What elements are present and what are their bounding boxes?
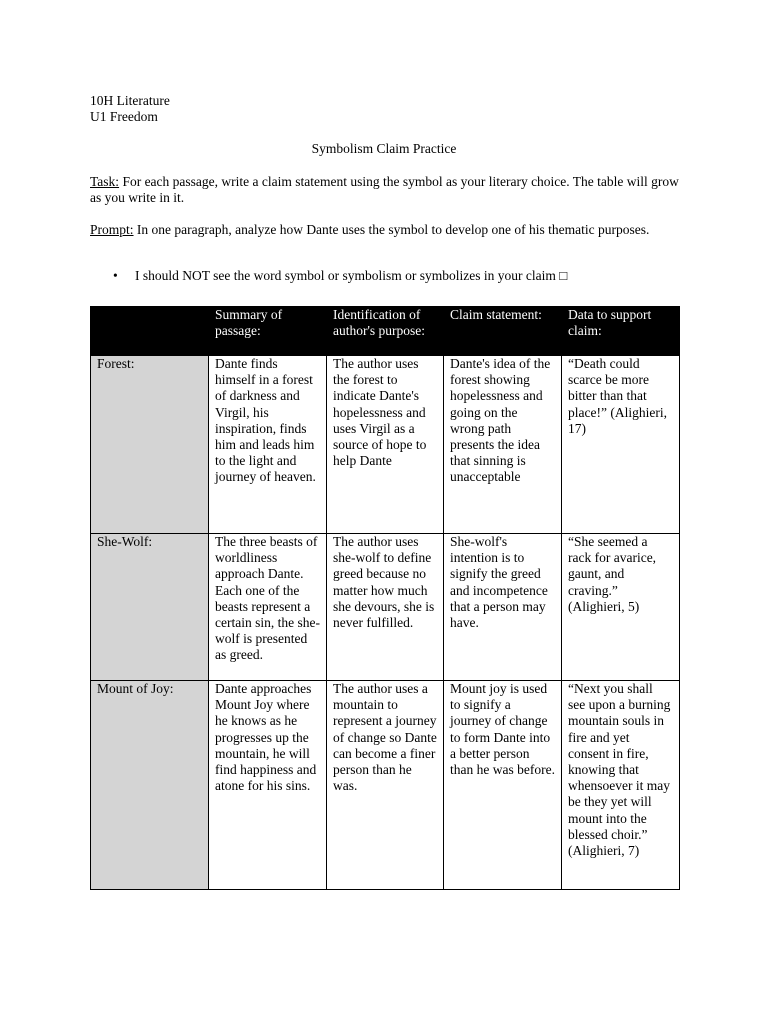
course-name: 10H Literature [90,93,170,108]
column-header-data: Data to support claim: [562,307,680,356]
data-cell[interactable]: “Next you shall see upon a burning mountain souls in fire and yet consent in fire, knowing that whensoever it may be they yet will mount into the blessed choir.” (Alighieri, 7) [562,681,680,890]
prompt-label: Prompt: [90,222,134,237]
column-header-claim: Claim statement: [444,307,562,356]
purpose-cell[interactable]: The author uses a mountain to represent a journey of change so Dante can become a finer person than he was. [327,681,444,890]
table-row [91,356,680,534]
symbol-cell: Forest: [91,356,209,534]
task-text: For each passage, write a claim statement using the symbol as your literary choice. The table will grow as you write in it. [90,174,679,205]
claim-cell[interactable]: Mount joy is used to signify a journey of change to form Dante into a better person than he was before. [444,681,562,890]
claim-cell[interactable]: Dante's idea of the forest showing hopelessness and going on the wrong path presents the idea that sinning is unacceptable [444,356,562,534]
prompt-text: In one paragraph, analyze how Dante uses the symbol to develop one of his thematic purposes. [133,222,650,237]
symbol-cell: Mount of Joy: [91,681,209,890]
purpose-cell[interactable]: The author uses the forest to indicate Dante's hopelessness and uses Virgil as a source of hope to help Dante [327,356,444,534]
purpose-cell[interactable]: The author uses she-wolf to define greed because no matter how much she devours, she is never fulfilled. [327,534,444,681]
task-label: Task: [90,174,120,189]
claim-cell[interactable]: She-wolf's intention is to signify the greed and incompetence that a person may have. [444,534,562,681]
data-cell[interactable]: “She seemed a rack for avarice, gaunt, and craving.” (Alighieri, 5) [562,534,680,681]
column-header-summary: Summary of passage: [209,307,327,356]
bullet-text: I should NOT see the word symbol or symbolism or symbolizes in your claim □ [135,268,568,283]
task-paragraph [90,174,680,206]
table-header-row [91,307,680,356]
bullet-marker: • [113,268,118,283]
symbol-cell: She-Wolf: [91,534,209,681]
unit-name: U1 Freedom [90,109,158,124]
column-header-purpose: Identification of author's purpose: [327,307,444,356]
prompt-paragraph [90,222,680,238]
table-row [91,534,680,681]
summary-cell[interactable]: Dante finds himself in a forest of darkness and Virgil, his inspiration, finds him and leads him to the light and journey of heaven. [209,356,327,534]
page-title: Symbolism Claim Practice [311,141,457,156]
document-header [90,93,170,125]
summary-cell[interactable]: Dante approaches Mount Joy where he knows as he progresses up the mountain, he will find happiness and atone for his sins. [209,681,327,890]
symbolism-table [90,306,680,890]
bullet-item [113,268,567,284]
column-header-symbol [91,307,209,356]
data-cell[interactable]: “Death could scarce be more bitter than that place!” (Alighieri, 17) [562,356,680,534]
summary-cell[interactable]: The three beasts of worldliness approach Dante. Each one of the beasts represent a certain sin, the she-wolf is presented as greed. [209,534,327,681]
table-row [91,681,680,890]
